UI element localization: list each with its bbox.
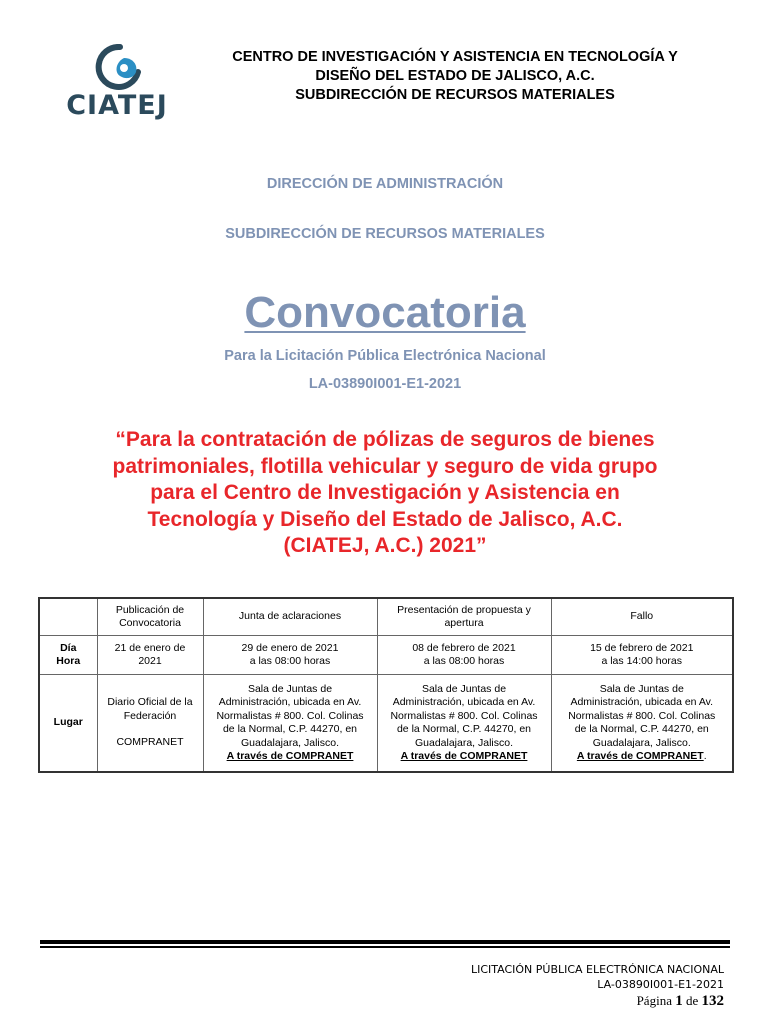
header-line-2: DISEÑO DEL ESTADO DE JALISCO, A.C. bbox=[315, 68, 595, 84]
logo-text: CIATEJ bbox=[66, 90, 168, 121]
subdirection-heading: SUBDIRECCIÓN DE RECURSOS MATERIALES bbox=[225, 226, 545, 242]
footer-divider bbox=[40, 940, 730, 948]
place-ruling: Sala de Juntas de Administración, ubicada en Av. Normalistas # 800. Col. Colinas de la Normal, C.P. 44270, en Guadalajara, Jalisco. A través de COMPRANET. bbox=[551, 675, 733, 773]
header-publication: Publicación de Convocatoria bbox=[97, 598, 203, 636]
object-line-5: (CIATEJ, A.C.) 2021” bbox=[283, 534, 487, 557]
institution-header bbox=[190, 48, 720, 105]
object-line-1: “Para la contratación de pólizas de seguros de bienes bbox=[115, 428, 655, 451]
page-number: Página 1 de 132 bbox=[636, 993, 724, 1009]
header-proposal: Presentación de propuesta y apertura bbox=[377, 598, 551, 636]
page-footer bbox=[471, 962, 724, 1009]
object-line-4: Tecnología y Diseño del Estado de Jalisco, A.C. bbox=[147, 507, 623, 531]
compranet-link: A través de COMPRANET bbox=[226, 750, 354, 762]
place-publication: Diario Oficial de la Federación COMPRANET bbox=[97, 675, 203, 773]
date-ruling: 15 de febrero de 2021 a las 14:00 horas bbox=[551, 636, 733, 675]
header-clarifications: Junta de aclaraciones bbox=[203, 598, 377, 636]
place-clarifications: Sala de Juntas de Administración, ubicada en Av. Normalistas # 800. Col. Colinas de la Normal, C.P. 44270, en Guadalajara, Jalisco. A través de COMPRANET bbox=[203, 675, 377, 773]
table-row bbox=[39, 675, 733, 773]
header-ruling: Fallo bbox=[551, 598, 733, 636]
header-line-1: CENTRO DE INVESTIGACIÓN Y ASISTENCIA EN TECNOLOGÍA Y bbox=[232, 49, 678, 65]
schedule-table bbox=[38, 597, 734, 773]
tender-code: LA-03890I001-E1-2021 bbox=[308, 376, 462, 392]
row-label-date: Día Hora bbox=[39, 636, 97, 675]
header-line-3: SUBDIRECCIÓN DE RECURSOS MATERIALES bbox=[295, 87, 615, 103]
footer-line-2: LA-03890I001-E1-2021 bbox=[597, 978, 724, 991]
compranet-link: A través de COMPRANET bbox=[400, 750, 528, 762]
page-title: Convocatoria bbox=[244, 288, 526, 337]
ciatej-emblem-icon bbox=[62, 44, 172, 96]
compranet-link: A través de COMPRANET bbox=[576, 750, 704, 762]
date-publication: 21 de enero de 2021 bbox=[97, 636, 203, 675]
object-line-3: para el Centro de Investigación y Asistencia en bbox=[150, 481, 620, 504]
tender-type: Para la Licitación Pública Electrónica Nacional bbox=[224, 348, 546, 364]
empty-header-cell bbox=[39, 598, 97, 636]
ciatej-logo bbox=[62, 44, 172, 122]
table-row bbox=[39, 636, 733, 675]
direction-heading: DIRECCIÓN DE ADMINISTRACIÓN bbox=[266, 176, 504, 192]
place-proposal: Sala de Juntas de Administración, ubicada en Av. Normalistas # 800. Col. Colinas de la Normal, C.P. 44270, en Guadalajara, Jalisco. A través de COMPRANET bbox=[377, 675, 551, 773]
object-line-2: patrimoniales, flotilla vehicular y seguro de vida grupo bbox=[112, 454, 658, 478]
date-clarifications: 29 de enero de 2021 a las 08:00 horas bbox=[203, 636, 377, 675]
row-label-place: Lugar bbox=[39, 675, 97, 773]
tender-object bbox=[70, 427, 700, 560]
table-header-row bbox=[39, 598, 733, 636]
footer-line-1: LICITACIÓN PÚBLICA ELECTRÓNICA NACIONAL bbox=[470, 963, 724, 976]
date-proposal: 08 de febrero de 2021 a las 08:00 horas bbox=[377, 636, 551, 675]
